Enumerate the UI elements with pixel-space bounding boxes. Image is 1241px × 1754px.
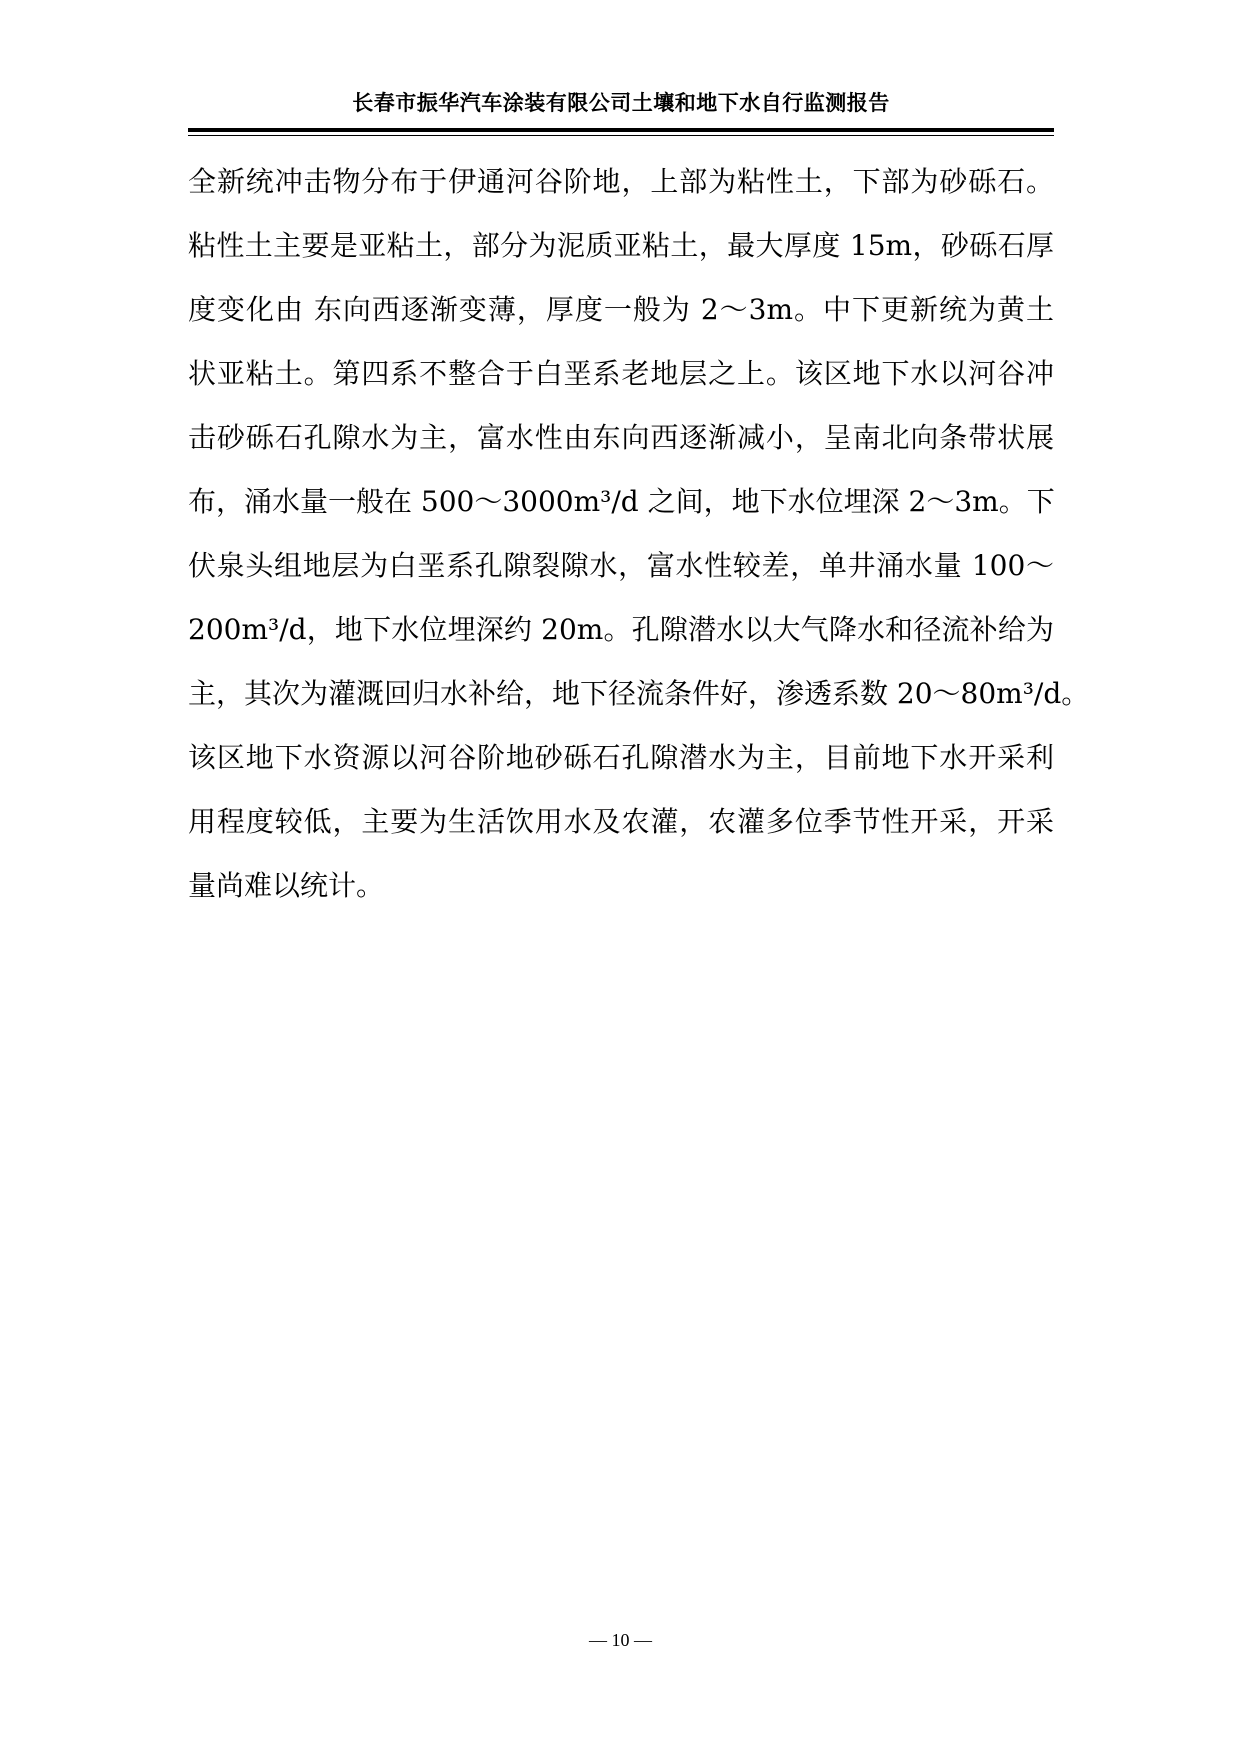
header-double-rule — [188, 128, 1054, 136]
body-line: 全新统冲击物分布于伊通河谷阶地，上部为粘性土，下部为砂砾石。 — [188, 165, 1054, 198]
body-line: 量尚难以统计。 — [188, 869, 385, 902]
body-line: 主，其次为灌溉回归水补给，地下径流条件好，渗透系数 20～80m³/d。 — [188, 677, 1090, 710]
body-line: 200m³/d，地下水位埋深约 20m。孔隙潜水以大气降水和径流补给为 — [188, 613, 1054, 646]
body-line: 该区地下水资源以河谷阶地砂砾石孔隙潜水为主，目前地下水开采利 — [188, 741, 1054, 774]
body-paragraph — [188, 150, 1090, 918]
body-line: 度变化由 东向西逐渐变薄，厚度一般为 2～3m。中下更新统为黄土 — [188, 293, 1054, 326]
body-line: 伏泉头组地层为白垩系孔隙裂隙水，富水性较差，单井涌水量 100～ — [188, 549, 1054, 582]
body-line: 用程度较低，主要为生活饮用水及农灌，农灌多位季节性开采，开采 — [188, 805, 1054, 838]
body-line: 击砂砾石孔隙水为主，富水性由东向西逐渐减小，呈南北向条带状展 — [188, 421, 1054, 454]
page-header-title: 长春市振华汽车涂装有限公司土壤和地下水自行监测报告 — [352, 91, 890, 115]
body-line: 布，涌水量一般在 500～3000m³/d 之间，地下水位埋深 2～3m。下 — [188, 485, 1055, 518]
body-line: 粘性土主要是亚粘土，部分为泥质亚粘土，最大厚度 15m，砂砾石厚 — [188, 229, 1054, 262]
body-line: 状亚粘土。第四系不整合于白垩系老地层之上。该区地下水以河谷冲 — [188, 357, 1054, 390]
page-number: — 10 — — [589, 1630, 652, 1650]
